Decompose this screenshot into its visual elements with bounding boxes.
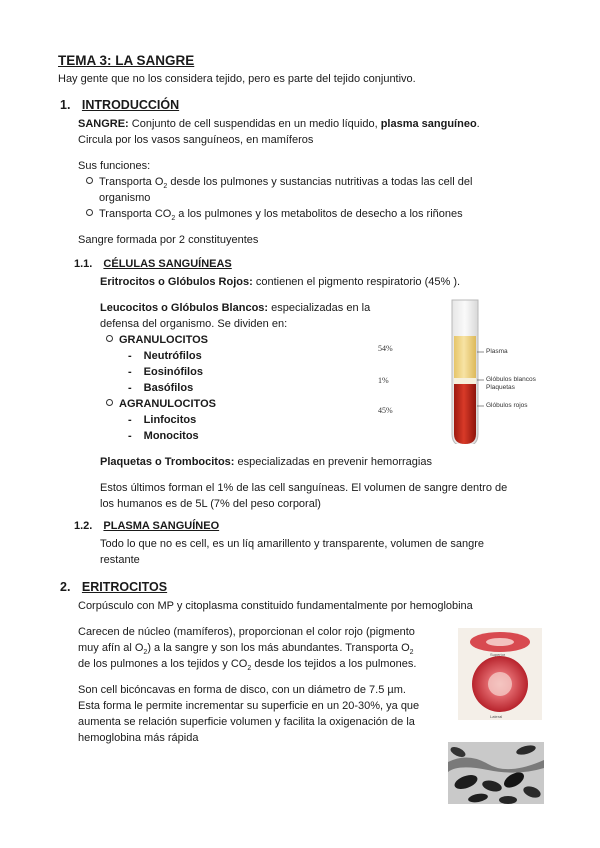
label-wbc: Glóbulos blancos xyxy=(486,376,536,383)
biconcavas-line-4: hemoglobina más rápida xyxy=(78,732,199,744)
leucocitos-line-2: defensa del organismo. Se dividen en: xyxy=(100,318,288,330)
dash: - xyxy=(128,350,132,362)
label-plasma: Plasma xyxy=(486,348,508,355)
label-platelets: Plaquetas xyxy=(486,384,515,391)
plasma-line-2: restante xyxy=(100,554,140,566)
agranulocitos-label: AGRANULOCITOS xyxy=(119,398,216,410)
p1-l2a: muy afín al O xyxy=(78,642,144,654)
leucocitos-label: Leucocitos o Glóbulos Blancos: xyxy=(100,302,269,314)
plaquetas-text: especializadas en prevenir hemorragias xyxy=(234,456,432,468)
pct-plasma: 54% xyxy=(378,344,393,353)
dash: - xyxy=(128,430,132,442)
eosinofilos-label: Eosinófilos xyxy=(143,366,203,378)
basofilos-label: Basófilos xyxy=(143,382,194,394)
estos-line-2: los humanos es de 5L (7% del peso corporal) xyxy=(100,498,321,510)
f2-a: Transporta CO xyxy=(99,208,172,220)
section-1-title: INTRODUCCIÓN xyxy=(81,98,180,112)
section-2-title: ERITROCITOS xyxy=(81,580,168,594)
eritrocitos-def: Corpúsculo con MP y citoplasma constituido fundamentalmente por hemoglobina xyxy=(78,600,473,612)
leucocitos-line xyxy=(100,300,370,316)
sangre-text: Conjunto de cell suspendidas en un medio líquido, xyxy=(128,118,381,130)
sangre-definition xyxy=(78,116,480,132)
f1-sub: 2 xyxy=(163,183,168,191)
blood-tube-figure xyxy=(370,294,550,444)
dash: - xyxy=(128,366,132,378)
carecen-line-2 xyxy=(78,640,414,656)
micrograph-image xyxy=(448,742,544,804)
circle-bullet-icon xyxy=(86,209,93,216)
label-rbc: Glóbulos rojos xyxy=(486,402,528,409)
rbc-label-top: Superior xyxy=(490,652,506,657)
agranulocitos-item xyxy=(106,396,216,412)
granulocitos-label: GRANULOCITOS xyxy=(119,334,209,346)
p1-l2sub2: 2 xyxy=(409,649,414,657)
plaquetas-line xyxy=(100,454,432,470)
linfocitos-item xyxy=(128,412,196,428)
rbc-top-center xyxy=(488,672,512,696)
circula-line: Circula por los vasos sanguíneos, en mamíferos xyxy=(78,134,314,146)
section-1-number: 1. xyxy=(60,98,71,112)
section-1-1-heading xyxy=(74,258,232,270)
rbc-illustration xyxy=(458,628,542,720)
section-1-heading xyxy=(60,98,179,112)
carecen-line-1: Carecen de núcleo (mamíferos), proporcionan el color rojo (pigmento xyxy=(78,626,415,638)
section-1-2-heading xyxy=(74,520,219,532)
plasma-line-1: Todo lo que no es cell, es un líq amarillento y transparente, volumen de sangre xyxy=(100,538,485,550)
neutrofilos-item xyxy=(128,348,202,364)
blood-tube-svg xyxy=(370,294,550,444)
funcion-1 xyxy=(86,174,472,190)
buffy-coat-layer xyxy=(454,378,476,384)
sangre-end: . xyxy=(476,118,480,130)
basofilos-item xyxy=(128,380,193,396)
p1-l3a: de los pulmones a los tejidos y CO xyxy=(78,658,248,670)
biconcavas-line-1: Son cell bicóncavas en forma de disco, con un diámetro de 7.5 µm. xyxy=(78,684,406,696)
linfocitos-label: Linfocitos xyxy=(143,414,197,426)
rbc-svg xyxy=(458,628,542,720)
plasma-layer xyxy=(454,336,476,378)
section-2-heading xyxy=(60,580,167,594)
biconcavas-line-3: aumenta se relación superficie volumen y facilita la oxigenación de la xyxy=(78,716,415,728)
circle-bullet-icon xyxy=(86,177,93,184)
circle-bullet-icon xyxy=(106,399,113,406)
plasma-bold: plasma sanguíneo xyxy=(380,118,477,130)
red-cell-layer xyxy=(454,384,476,444)
dash: - xyxy=(128,382,132,394)
funcion-2 xyxy=(86,206,463,222)
pct-red: 45% xyxy=(378,406,393,415)
dash: - xyxy=(128,414,132,426)
rbc-label-bottom: Lateral xyxy=(490,714,503,719)
f2-b: a los pulmones y los metabolitos de desecho a los riñones xyxy=(175,208,463,220)
section-1-2-title: PLASMA SANGUÍNEO xyxy=(103,520,220,532)
micrograph-svg xyxy=(448,742,544,804)
f2-sub: 2 xyxy=(171,215,176,223)
p1-l2b: ) a la sangre y son los más abundantes. Transporta O xyxy=(147,642,410,654)
leucocitos-text: especializadas en la xyxy=(268,302,371,314)
funcion-1-cont: organismo xyxy=(99,192,151,204)
f1-b: desde los pulmones y sustancias nutritivas a todas las cell del xyxy=(167,176,473,188)
section-1-1-number: 1.1. xyxy=(74,258,93,270)
carecen-line-3 xyxy=(78,656,416,672)
f1-a: Transporta O xyxy=(99,176,164,188)
section-2-number: 2. xyxy=(60,580,71,594)
sangre-label: SANGRE: xyxy=(78,118,129,130)
section-1-2-number: 1.2. xyxy=(74,520,93,532)
eosinofilos-item xyxy=(128,364,203,380)
formada-line: Sangre formada por 2 constituyentes xyxy=(78,234,259,246)
rbc-side-center xyxy=(486,638,514,646)
biconcavas-line-2: Esta forma le permite incrementar su superficie en un 20-30%, ya que xyxy=(78,700,420,712)
circle-bullet-icon xyxy=(106,335,113,342)
page-title: TEMA 3: LA SANGRE xyxy=(58,53,195,68)
p1-l3sub: 2 xyxy=(247,665,252,673)
intro-line: Hay gente que no los considera tejido, pero es parte del tejido conjuntivo. xyxy=(58,73,416,85)
monocitos-item xyxy=(128,428,199,444)
plaquetas-label: Plaquetas o Trombocitos: xyxy=(100,456,235,468)
eritrocitos-label: Eritrocitos o Glóbulos Rojos: xyxy=(100,276,253,288)
estos-line-1: Estos últimos forman el 1% de las cell sanguíneas. El volumen de sangre dentro de xyxy=(100,482,508,494)
granulocitos-item xyxy=(106,332,208,348)
pct-buffy: 1% xyxy=(378,376,389,385)
eritrocitos-line xyxy=(100,274,460,290)
eritrocitos-text: contienen el pigmento respiratorio (45% ). xyxy=(252,276,461,288)
monocitos-label: Monocitos xyxy=(143,430,199,442)
section-1-1-title: CÉLULAS SANGUÍNEAS xyxy=(103,258,232,270)
funciones-label: Sus funciones: xyxy=(78,160,151,172)
p1-l2sub: 2 xyxy=(143,649,148,657)
p1-l3b: desde los tejidos a los pulmones. xyxy=(251,658,417,670)
neutrofilos-label: Neutrófilos xyxy=(143,350,202,362)
